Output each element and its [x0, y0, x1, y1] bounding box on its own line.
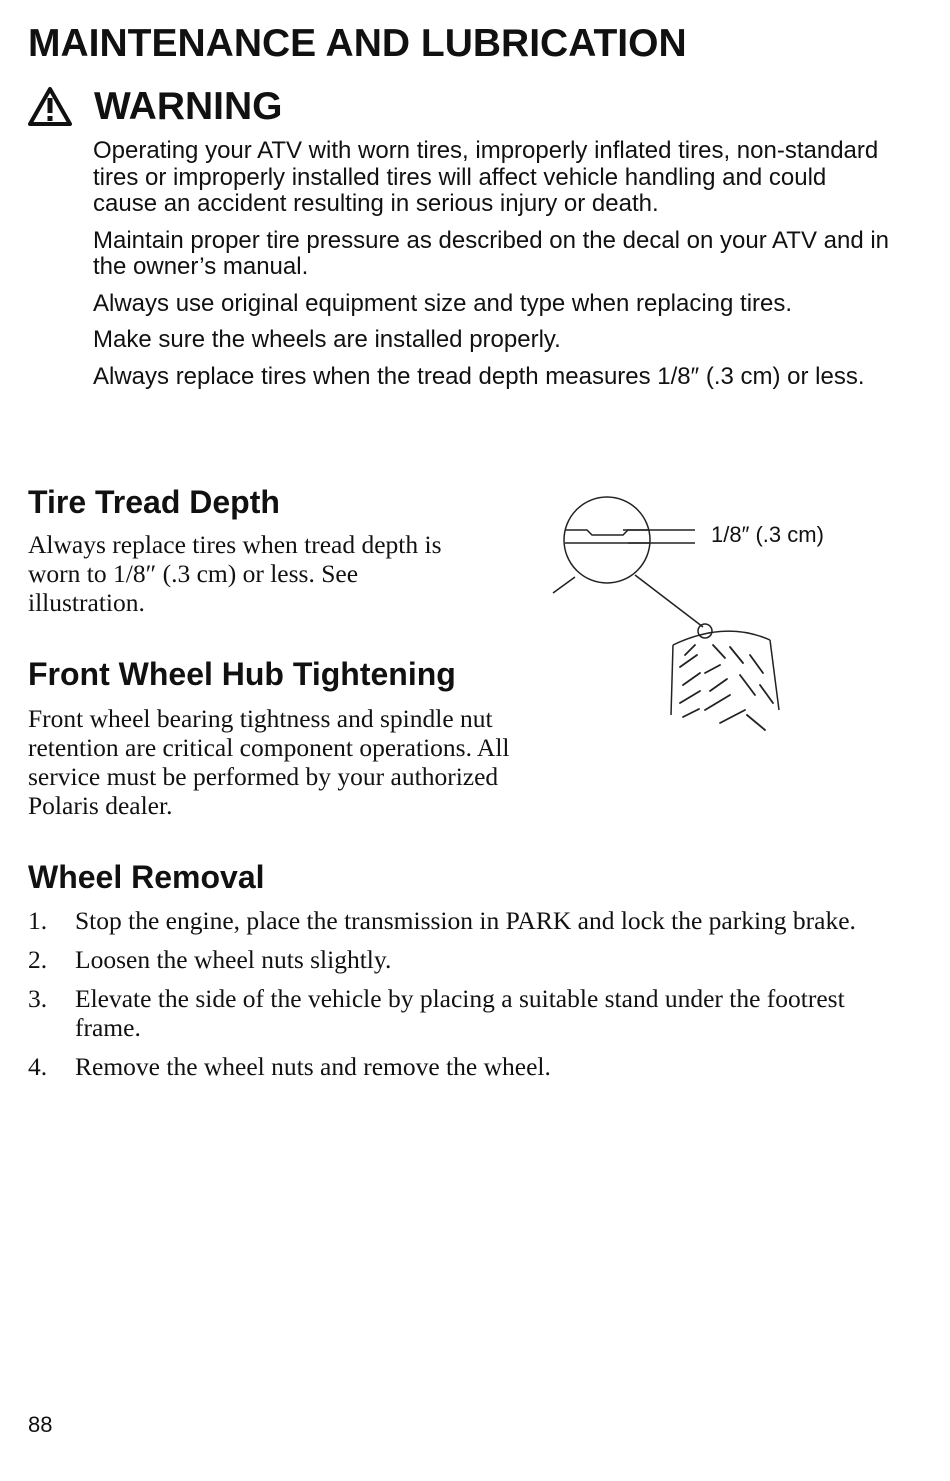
step-text: Stop the engine, place the transmission in PARK and lock the parking brake.	[75, 906, 856, 935]
warning-paragraph: Always replace tires when the tread depth measures 1/8″ (.3 cm) or less.	[93, 362, 865, 390]
page-title: MAINTENANCE AND LUBRICATION	[28, 22, 687, 65]
page-number: 88	[28, 1412, 53, 1437]
step-number: 4.	[28, 1052, 48, 1081]
step-number: 2.	[28, 945, 48, 974]
step-text: Elevate the side of the vehicle by placing a suitable stand under the footrest frame.	[75, 984, 845, 1042]
tread-depth-heading: Tire Tread Depth	[28, 484, 280, 520]
warning-paragraph: Maintain proper tire pressure as described on the decal on your ATV and in the owner’s manual.	[93, 226, 890, 280]
step-text: Remove the wheel nuts and remove the wheel.	[75, 1052, 551, 1081]
list-item	[28, 906, 908, 935]
list-item	[28, 945, 908, 974]
warning-paragraph: Make sure the wheels are installed properly.	[93, 326, 561, 353]
hub-tightening-heading: Front Wheel Hub Tightening	[28, 656, 456, 692]
wheel-removal-steps	[28, 906, 908, 1091]
tread-depth-body: Always replace tires when tread depth is worn to 1/8″ (.3 cm) or less. See illustration.	[28, 530, 442, 617]
warning-triangle-icon	[28, 87, 72, 127]
tread-depth-figure-label: 1/8″ (.3 cm)	[711, 522, 824, 547]
step-number: 1.	[28, 906, 48, 935]
warning-header	[28, 82, 283, 132]
warning-paragraph: Always use original equipment size and type when replacing tires.	[93, 289, 793, 317]
wheel-removal-heading: Wheel Removal	[28, 859, 265, 895]
warning-title: WARNING	[94, 85, 283, 128]
step-number: 3.	[28, 984, 48, 1013]
step-text: Loosen the wheel nuts slightly.	[75, 945, 392, 974]
hub-tightening-body: Front wheel bearing tightness and spindle nut retention are critical component operations. All service must be performed by your authorized Polaris dealer.	[28, 704, 510, 820]
list-item	[28, 984, 908, 1042]
warning-body	[93, 138, 893, 400]
list-item	[28, 1052, 908, 1081]
warning-paragraph: Operating your ATV with worn tires, improperly inflated tires, non-standard tires or improperly installed tires will affect vehicle handling and could cause an accident resulting in serious injury or death.	[93, 137, 879, 217]
